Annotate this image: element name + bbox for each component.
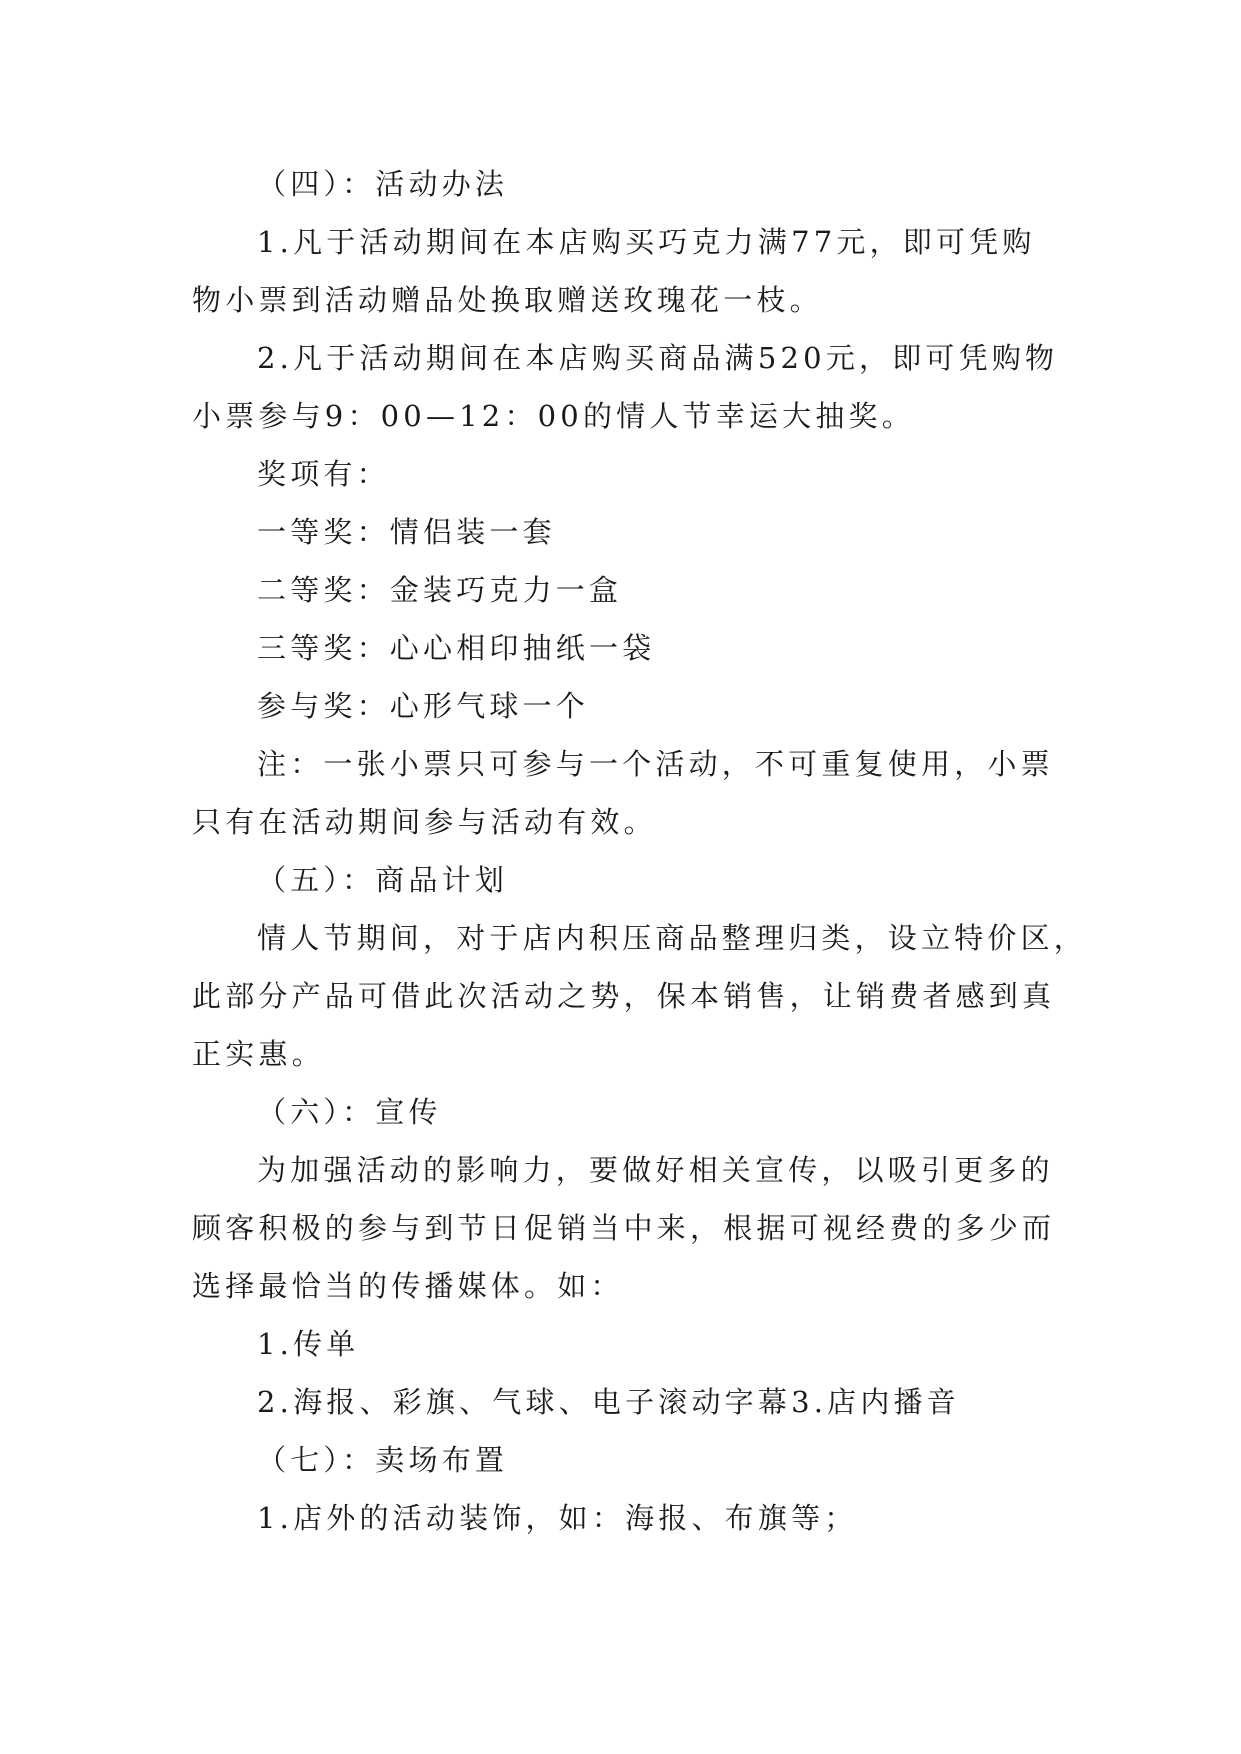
list-item: 2.海报、彩旗、气球、电子滚动字幕3.店内播音 [257,1385,960,1419]
prize-participation: 参与奖：心形气球一个 [257,689,590,723]
paragraph-line: 此部分产品可借此次活动之势，保本销售，让销费者感到真 [192,979,1056,1013]
section-heading-6: （六）：宣传 [257,1095,442,1129]
paragraph-line: 正实惠。 [192,1037,325,1071]
paragraph-line: 顾客积极的参与到节日促销当中来，根据可视经费的多少而 [192,1211,1056,1245]
note-line: 只有在活动期间参与活动有效。 [192,805,657,839]
prize-second: 二等奖：金装巧克力一盒 [257,573,623,607]
paragraph-line: 情人节期间，对于店内积压商品整理归类，设立特价区， [257,921,1088,955]
paragraph-line: 小票参与9：00—12：00的情人节幸运大抽奖。 [192,399,915,433]
paragraph-line: 2.凡于活动期间在本店购买商品满520元，即可凭购物 [257,341,1059,375]
prizes-heading: 奖项有： [257,457,390,491]
paragraph-line: 为加强活动的影响力，要做好相关宣传，以吸引更多的 [257,1153,1054,1187]
paragraph-line: 选择最恰当的传播媒体。如： [192,1269,624,1303]
prize-third: 三等奖：心心相印抽纸一袋 [257,631,656,665]
section-heading-5: （五）：商品计划 [257,863,509,897]
list-item: 1.店外的活动装饰，如：海报、布旗等； [257,1501,858,1535]
section-heading-4: （四）：活动办法 [257,167,509,201]
paragraph-line: 物小票到活动赠品处换取赠送玫瑰花一枝。 [192,283,823,317]
prize-first: 一等奖：情侣装一套 [257,515,556,549]
list-item: 1.传单 [257,1327,360,1361]
paragraph-line: 1.凡于活动期间在本店购买巧克力满77元，即可凭购 [257,225,1036,259]
section-heading-7: （七）：卖场布置 [257,1443,509,1477]
note-line: 注：一张小票只可参与一个活动，不可重复使用，小票 [257,747,1054,781]
